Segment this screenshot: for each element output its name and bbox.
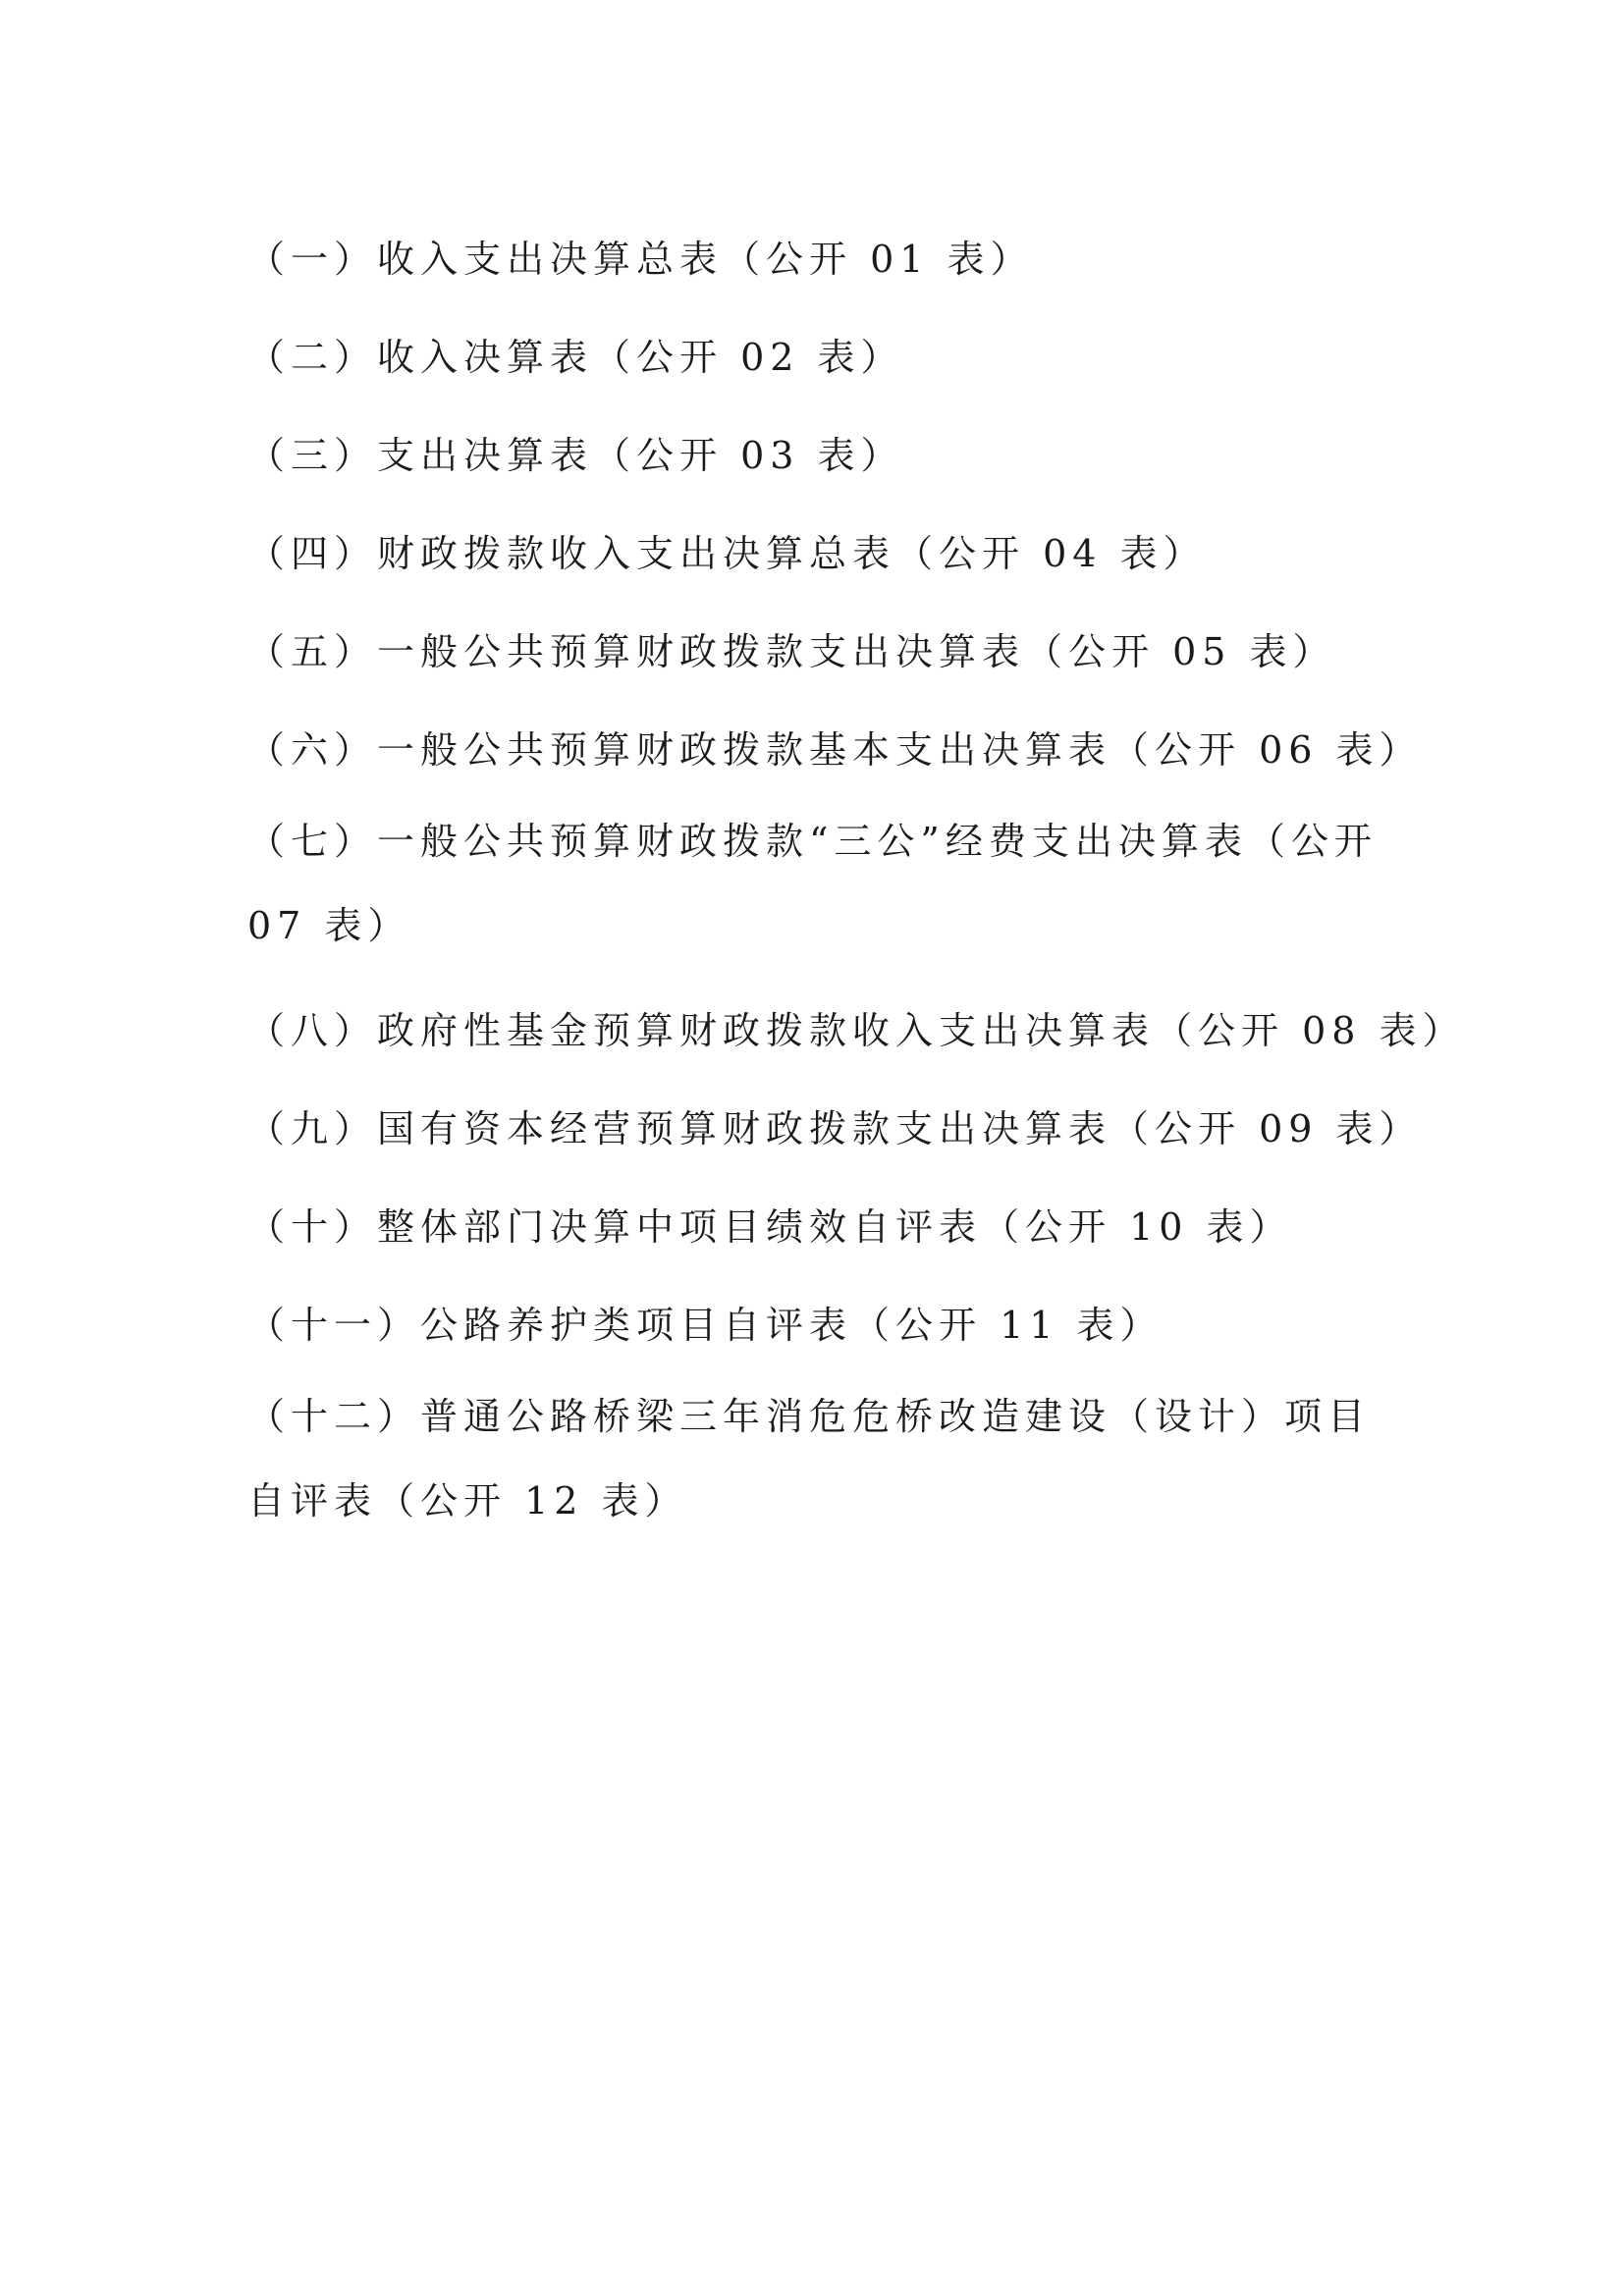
list-item-12-line1: （十二）普通公路桥梁三年消危危桥改造建设（设计）项目 [247,1395,1372,1438]
list-item-07 [247,799,1396,968]
list-item-10: （十）整体部门决算中项目绩效自评表（公开 10 表） [247,1205,1293,1249]
list-item-09: （九）国有资本经营预算财政拨款支出决算表（公开 09 表） [247,1107,1423,1150]
list-item-12-line2: 自评表（公开 12 表） [247,1479,688,1522]
list-item-08: （八）政府性基金预算财政拨款收入支出决算表（公开 08 表） [247,1009,1466,1052]
list-item-12 [247,1374,1396,1543]
list-item-01: （一）收入支出决算总表（公开 01 表） [247,238,1034,281]
table-list [247,210,1466,1557]
list-item-04: （四）财政拨款收入支出决算总表（公开 04 表） [247,532,1207,575]
list-item-11: （十一）公路养护类项目自评表（公开 11 表） [247,1304,1164,1347]
list-item-07-line1: （七）一般公共预算财政拨款“三公”经费支出决算表（公开 [247,820,1378,863]
list-item-05: （五）一般公共预算财政拨款支出决算表（公开 05 表） [247,630,1336,673]
list-item-06: （六）一般公共预算财政拨款基本支出决算表（公开 06 表） [247,728,1423,772]
list-item-02: （二）收入决算表（公开 02 表） [247,336,904,379]
list-item-03: （三）支出决算表（公开 03 表） [247,434,904,477]
list-item-07-line2: 07 表） [247,904,411,947]
